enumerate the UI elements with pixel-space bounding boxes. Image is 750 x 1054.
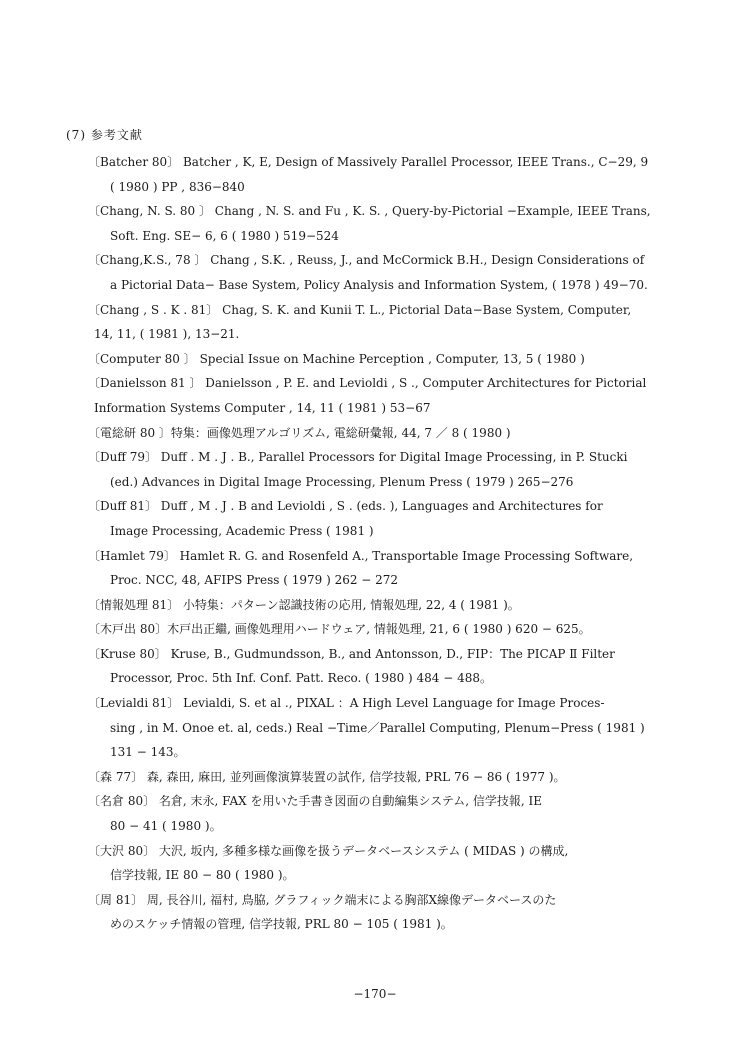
reference-line: 〔Duff 79〕 Duff . M . J . B., Parallel Processors for Digital Image Processing, in P. Stucki [88, 450, 628, 465]
reference-line: 〔Batcher 80〕 Batcher , K, E, Design of Massively Parallel Processor, IEEE Trans., C−29, 9 [88, 155, 649, 169]
reference-line: 〔電総研 80 〕特集：画像処理アルゴリズム, 電総研彙報, 44, 7 ／ 8 ( 1980 ) [88, 425, 511, 440]
reference-line: めのスケッチ情報の管理, 信学技報, PRL 80 − 105 ( 1981 )。 [110, 917, 453, 932]
reference-item [88, 150, 660, 199]
reference-line: 信学技報, IE 80 − 80 ( 1980 )。 [110, 868, 295, 883]
reference-line: 131 − 143。 [110, 745, 186, 760]
reference-item [88, 421, 660, 446]
reference-line: a Pictorial Data− Base System, Policy Analysis and Information System, ( 1978 ) 49−70. [110, 277, 648, 292]
reference-line: 〔Duff 81〕 Duff , M . J . B and Levioldi , S . (eds. ), Languages and Architectures for [88, 499, 603, 514]
reference-line: Processor, Proc. 5th Inf. Conf. Patt. Reco. ( 1980 ) 484 − 488。 [110, 671, 493, 686]
reference-item [88, 691, 660, 765]
reference-item [88, 544, 660, 593]
reference-item [88, 371, 660, 420]
reference-line: ( 1980 ) PP , 836−840 [110, 179, 245, 194]
reference-item [88, 888, 660, 937]
reference-line: Proc. NCC, 48, AFIPS Press ( 1979 ) 262 − 272 [110, 573, 399, 588]
reference-line: 〔Hamlet 79〕 Hamlet R. G. and Rosenfeld A., Transportable Image Processing Software, [88, 548, 634, 563]
reference-line: 〔Chang,K.S., 78 〕 Chang , S.K. , Reuss, J., and McCormick B.H., Design Considerations of [88, 253, 645, 268]
reference-item [88, 347, 660, 372]
reference-line: Image Processing, Academic Press ( 1981 ) [110, 523, 374, 538]
reference-item [88, 593, 660, 618]
reference-line: 〔森 77〕 森, 森田, 麻田, 並列画像演算装置の試作, 信学技報, PRL 76 − 86 ( 1977 )。 [88, 769, 566, 784]
reference-line: 14, 11, ( 1981 ), 13−21. [94, 327, 240, 342]
reference-line: (ed.) Advances in Digital Image Processing, Plenum Press ( 1979 ) 265−276 [110, 474, 574, 489]
reference-line: 〔Computer 80 〕 Special Issue on Machine Perception , Computer, 13, 5 ( 1980 ) [88, 351, 585, 366]
reference-line: 〔Chang, N. S. 80 〕 Chang , N. S. and Fu , K. S. , Query-by-Pictorial −Example, IEEE Trans, [88, 204, 651, 219]
reference-line: 〔Kruse 80〕 Kruse, B., Gudmundsson, B., and Antonsson, D., FIP：The PICAP Ⅱ Filter [88, 646, 615, 661]
reference-line: 〔Danielsson 81 〕 Danielsson , P. E. and Levioldi , S ., Computer Architectures for Pictorial [88, 376, 647, 391]
reference-line: Soft. Eng. SE− 6, 6 ( 1980 ) 519−524 [110, 228, 339, 243]
reference-item [88, 445, 660, 494]
reference-item [88, 494, 660, 543]
section-title: (7) 参考文献 [66, 128, 143, 142]
reference-item [88, 617, 660, 642]
reference-line: 〔名倉 80〕 名倉, 末永, FAX を用いた手書き図面の自動編集システム, 信学技報, IE [88, 794, 543, 809]
reference-line: 〔情報処理 81〕 小特集：パターン認識技術の応用, 情報処理, 22, 4 ( 1981 )。 [88, 597, 520, 612]
reference-line: 〔大沢 80〕 大沢, 坂内, 多種多様な画像を扱うデータベースシステム ( MIDAS ) の構成, [88, 843, 569, 858]
reference-item [88, 765, 660, 790]
reference-line: 〔周 81〕 周, 長谷川, 福村, 鳥脇, グラフィック端末による胸部X線像データベースのた [88, 892, 557, 907]
reference-list [88, 150, 660, 937]
reference-line: 〔Levialdi 81〕 Levialdi, S. et al ., PIXAL ：A High Level Language for Image Proces- [88, 696, 605, 711]
reference-item [88, 789, 660, 838]
reference-line: 〔Chang , S . K . 81〕 Chag, S. K. and Kunii T. L., Pictorial Data−Base System, Computer, [88, 302, 632, 317]
reference-item [88, 199, 660, 248]
reference-line: sing , in M. Onoe et. al, ceds.) Real −Time／Parallel Computing, Plenum−Press ( 1981 ) [110, 720, 645, 735]
reference-item [88, 248, 660, 297]
page-number: −170− [353, 987, 397, 1001]
reference-line: 80 − 41 ( 1980 )。 [110, 819, 222, 834]
reference-line: 〔木戸出 80〕木戸出正繼, 画像処理用ハードウェア, 情報処理, 21, 6 ( 1980 ) 620 − 625。 [88, 622, 591, 637]
reference-item [88, 642, 660, 691]
reference-item [88, 839, 660, 888]
reference-item [88, 298, 660, 347]
reference-line: Information Systems Computer , 14, 11 ( 1981 ) 53−67 [94, 400, 431, 415]
